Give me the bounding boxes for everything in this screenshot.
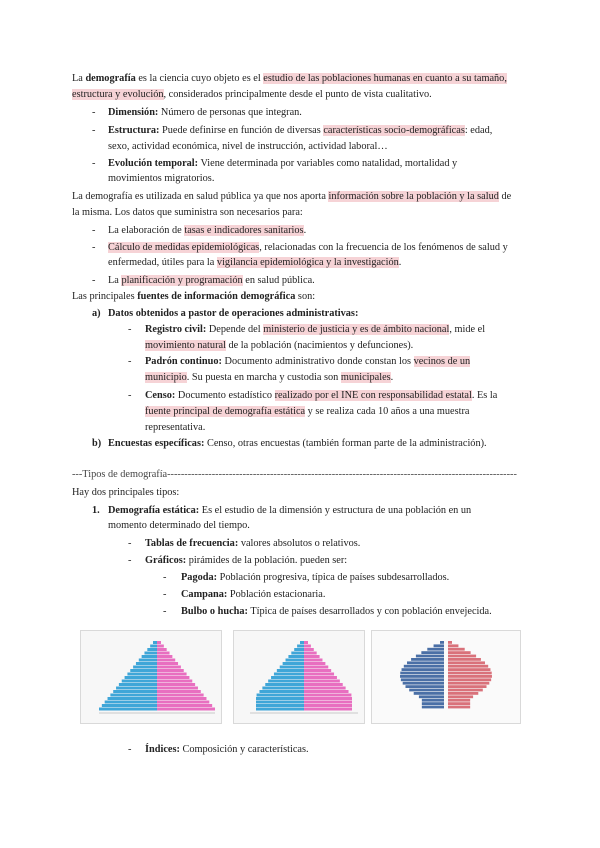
fuentes-intro: Las principales fuentes de información demográfica son: xyxy=(72,291,316,302)
bullet-dash: - xyxy=(92,242,96,253)
campana: Campana: Población estacionaria. xyxy=(181,589,326,600)
bullet-dash: - xyxy=(92,125,96,136)
pyramid-bar-female xyxy=(157,648,167,651)
demografia-estatica: Demografía estática: Es el estudio de la dimensión y estructura de una población en un xyxy=(108,505,472,516)
pyramid-bar-male xyxy=(407,661,444,664)
pyramid-bar-female xyxy=(157,652,170,655)
pyramid-bar-male xyxy=(256,708,304,711)
pyramid-bar-male xyxy=(402,668,444,671)
pyramid-bar-male xyxy=(405,685,444,688)
bullet-dash: - xyxy=(128,390,132,401)
fuentes-b: Encuestas específicas: Censo, otras encuestas (también forman parte de la administración). xyxy=(108,438,487,449)
pyramid-bar-male xyxy=(110,694,157,697)
pyramid-bar-male xyxy=(422,706,444,709)
pyramid-bar-male xyxy=(427,648,444,651)
tipos-intro: Hay dos principales tipos: xyxy=(72,487,180,498)
pyramid-bar-male xyxy=(144,652,157,655)
pyramid-bar-female xyxy=(157,655,172,658)
registro-civil: Registro civil: Depende del ministerio de justicia y es de ámbito nacional, mide el xyxy=(145,324,486,335)
pyramid-bar-female xyxy=(448,699,470,702)
salud-item-calculo-line-2: enfermedad, útiles para la vigilancia epidemiológica y la investigación. xyxy=(108,257,402,268)
pyramid-bar-female xyxy=(157,680,192,683)
bullet-dash: - xyxy=(92,107,96,118)
pyramid-bar-male xyxy=(411,658,444,661)
pyramid-bar-female xyxy=(157,690,201,693)
censo-line-2: fuente principal de demografía estática y se realiza cada 10 años a una muestra xyxy=(145,406,470,417)
dim-evolucion: Evolución temporal: Viene determinada por variables como natalidad, mortalidad y xyxy=(108,158,458,169)
pyramid-bar-male xyxy=(256,704,304,707)
pyramid-campana-image xyxy=(233,630,365,724)
tipos-number-1: 1. xyxy=(92,505,100,516)
pyramid-bar-female xyxy=(304,676,337,679)
pyramid-bar-male xyxy=(283,662,304,665)
pyramid-bar-male xyxy=(297,645,304,648)
salud-item-tasas: La elaboración de tasas e indicadores sanitarios. xyxy=(108,225,307,236)
pyramid-bar-male xyxy=(422,699,444,702)
pyramid-bar-male xyxy=(130,669,157,672)
bullet-dash: - xyxy=(163,589,167,600)
salud-line-2: la misma. Los datos que suministra son necesarios para: xyxy=(72,207,303,218)
pyramid-bar-male xyxy=(291,652,304,655)
pyramid-bar-female xyxy=(304,704,352,707)
pyramid-bar-male xyxy=(265,683,304,686)
pyramid-bar-male xyxy=(257,694,304,697)
pyramid-bar-male xyxy=(108,697,157,700)
pyramid-bar-male xyxy=(419,695,444,698)
pyramid-bar-female xyxy=(304,662,325,665)
pyramid-bar-male xyxy=(286,659,304,662)
pyramid-bar-male xyxy=(150,645,157,648)
pyramid-bar-male xyxy=(259,690,304,693)
pyramid-bar-male xyxy=(422,702,444,705)
bullet-dash: - xyxy=(92,275,96,286)
pyramid-bar-female xyxy=(304,708,352,711)
pyramid-bar-female xyxy=(448,665,488,668)
pyramid-bar-female xyxy=(157,701,209,704)
pyramid-bar-female xyxy=(157,659,175,662)
pyramid-bar-female xyxy=(448,672,492,675)
pyramid-bar-female xyxy=(448,706,470,709)
pyramid-bar-female xyxy=(448,644,458,647)
bulbo-hucha: Bulbo o hucha: Típica de países desarrollados y con población envejecida. xyxy=(181,606,492,617)
pyramid-bar-male xyxy=(400,675,444,678)
pyramid-bar-female xyxy=(157,673,187,676)
pyramid-bar-female xyxy=(448,661,485,664)
bullet-dash: - xyxy=(163,606,167,617)
salud-item-calculo: Cálculo de medidas epidemiológicas, relacionadas con la frecuencia de los fenómenos de salud y xyxy=(108,242,508,253)
pyramid-bar-female xyxy=(448,655,476,658)
section-separator: ---Tipos de demografía------------------------------------------------------------------------------------------------------ xyxy=(72,469,517,480)
pyramid-bar-male xyxy=(401,678,444,681)
bullet-dash: - xyxy=(128,555,132,566)
pyramid-bar-male xyxy=(142,655,157,658)
pyramid-bar-female xyxy=(448,682,489,685)
pyramid-bar-male xyxy=(277,669,304,672)
bullet-dash: - xyxy=(128,356,132,367)
indices: Índices: Composición y características. xyxy=(145,744,309,755)
pyramid-bar-female xyxy=(448,668,490,671)
pyramid-bar-female xyxy=(157,666,181,669)
pyramid-bar-female xyxy=(448,689,483,692)
pyramid-bar-female xyxy=(448,692,478,695)
pyramid-bar-male xyxy=(153,641,157,644)
pyramid-bar-male xyxy=(400,672,444,675)
pyramid-bar-female xyxy=(157,697,206,700)
bullet-dash: - xyxy=(92,225,96,236)
pyramid-bar-male xyxy=(262,687,304,690)
pyramid-bar-female xyxy=(304,701,352,704)
pyramid-bulbo-svg xyxy=(372,631,520,723)
pyramid-bar-female xyxy=(448,685,487,688)
pyramid-bar-male xyxy=(440,641,444,644)
pyramid-bar-male xyxy=(139,659,157,662)
pyramid-bar-female xyxy=(157,683,195,686)
pyramid-bar-male xyxy=(414,692,444,695)
pyramid-bar-female xyxy=(304,680,340,683)
censo-line-3: representativa. xyxy=(145,422,206,433)
intro-line-2: estructura y evolución, considerados principalmente desde el punto de vista cualitativo. xyxy=(72,89,432,100)
pyramid-bar-male xyxy=(147,648,157,651)
pyramid-bar-male xyxy=(280,666,304,669)
fuentes-a-title: Datos obtenidos a pastor de operaciones administrativas: xyxy=(108,308,359,319)
padron-continuo: Padrón continuo: Documento administrativo donde constan los vecinos de un xyxy=(145,356,471,367)
pyramid-bar-female xyxy=(448,675,492,678)
pyramid-bar-male xyxy=(274,673,304,676)
fuentes-a-marker: a) xyxy=(92,308,101,319)
pyramid-campana-svg xyxy=(234,631,364,723)
pyramid-bar-male xyxy=(288,655,304,658)
pyramid-bar-male xyxy=(136,662,157,665)
dim-evolucion-line-2: movimientos migratorios. xyxy=(108,173,215,184)
pyramid-bar-male xyxy=(256,701,304,704)
pyramid-bar-male xyxy=(416,655,444,658)
pyramid-bar-female xyxy=(157,662,178,665)
pyramid-bar-female xyxy=(304,655,320,658)
pyramid-bar-male xyxy=(404,665,444,668)
bullet-dash: - xyxy=(128,744,132,755)
pyramid-bar-male xyxy=(133,666,157,669)
pagoda: Pagoda: Población progresiva, típica de países subdesarrollados. xyxy=(181,572,450,583)
pyramid-bar-female xyxy=(304,641,308,644)
pyramid-bar-female xyxy=(157,641,161,644)
pyramid-bar-female xyxy=(157,676,189,679)
pyramid-bar-male xyxy=(294,648,304,651)
pyramid-bar-female xyxy=(304,648,314,651)
pyramid-bar-male xyxy=(271,676,304,679)
pyramid-bar-female xyxy=(157,708,215,711)
demografia-estatica-line-2: momento determinado del tiempo. xyxy=(108,520,250,531)
bullet-dash: - xyxy=(163,572,167,583)
pyramid-bar-female xyxy=(304,694,351,697)
pyramid-bar-female xyxy=(304,652,317,655)
pyramid-bar-male xyxy=(300,641,304,644)
bullet-dash: - xyxy=(128,538,132,549)
pyramid-bar-female xyxy=(304,645,311,648)
pyramid-bar-female xyxy=(304,669,331,672)
pyramid-bar-female xyxy=(448,658,481,661)
bullet-dash: - xyxy=(128,324,132,335)
pyramid-bar-male xyxy=(434,644,444,647)
pyramid-bar-male xyxy=(119,683,157,686)
pyramid-bar-female xyxy=(304,690,349,693)
pyramid-bar-male xyxy=(122,680,157,683)
pyramid-bar-female xyxy=(304,673,334,676)
dim-dimension: Dimensión: Número de personas que integran. xyxy=(108,107,302,118)
pyramid-bar-male xyxy=(421,651,444,654)
pyramid-bar-female xyxy=(157,704,212,707)
tablas-frecuencia: Tablas de frecuencia: valores absolutos o relativos. xyxy=(145,538,361,549)
pyramid-bar-male xyxy=(113,690,157,693)
salud-item-planificacion: La planificación y programación en salud pública. xyxy=(108,275,315,286)
pyramid-bar-male xyxy=(403,682,444,685)
pyramid-bar-female xyxy=(157,669,184,672)
pyramid-bar-female xyxy=(448,641,452,644)
registro-civil-line-2: movimiento natural de la población (nacimientos y defunciones). xyxy=(145,340,414,351)
bullet-dash: - xyxy=(92,158,96,169)
pyramid-bar-female xyxy=(448,678,491,681)
pyramid-bar-female xyxy=(157,694,204,697)
pyramid-bar-male xyxy=(268,680,304,683)
pyramid-bar-male xyxy=(99,708,157,711)
dim-estructura: Estructura: Puede definirse en función de diversas características socio-demográficas: edad, xyxy=(108,125,493,136)
pyramid-bar-female xyxy=(304,666,328,669)
pyramid-bar-female xyxy=(448,648,465,651)
pyramid-pagoda-svg xyxy=(81,631,221,723)
pyramid-bar-female xyxy=(448,702,470,705)
pyramid-bar-female xyxy=(304,659,322,662)
pyramid-bar-female xyxy=(304,687,346,690)
graficos: Gráficos: pirámides de la población. pueden ser: xyxy=(145,555,348,566)
pyramid-bar-female xyxy=(448,695,473,698)
pyramid-bar-female xyxy=(304,697,352,700)
pyramid-bar-male xyxy=(409,689,444,692)
pyramid-bar-female xyxy=(304,683,343,686)
pyramid-bar-male xyxy=(127,673,157,676)
pyramid-pagoda-image xyxy=(80,630,222,724)
pyramid-bar-male xyxy=(105,701,157,704)
pyramid-bar-female xyxy=(448,651,471,654)
censo: Censo: Documento estadístico realizado por el INE con responsabilidad estatal. Es la xyxy=(145,390,498,401)
pyramid-bar-female xyxy=(157,687,198,690)
pyramid-bar-female xyxy=(157,645,164,648)
pyramid-bar-male xyxy=(125,676,157,679)
dim-estructura-line-2: sexo, actividad económica, nivel de instrucción, actividad laboral… xyxy=(108,141,388,152)
pyramid-bar-male xyxy=(116,687,157,690)
padron-continuo-line-2: municipio. Su puesta en marcha y custodia son municipales. xyxy=(145,372,394,383)
salud-line-1: La demografía es utilizada en salud pública ya que nos aporta información sobre la población y la salud de xyxy=(72,191,512,202)
intro-line-1: La demografía es la ciencia cuyo objeto es el estudio de las poblaciones humanas en cuanto a su tamaño, xyxy=(72,73,507,84)
pyramid-bar-male xyxy=(256,697,304,700)
pyramid-bar-male xyxy=(102,704,157,707)
pyramid-bulbo-image xyxy=(371,630,521,724)
fuentes-b-marker: b) xyxy=(92,438,102,449)
